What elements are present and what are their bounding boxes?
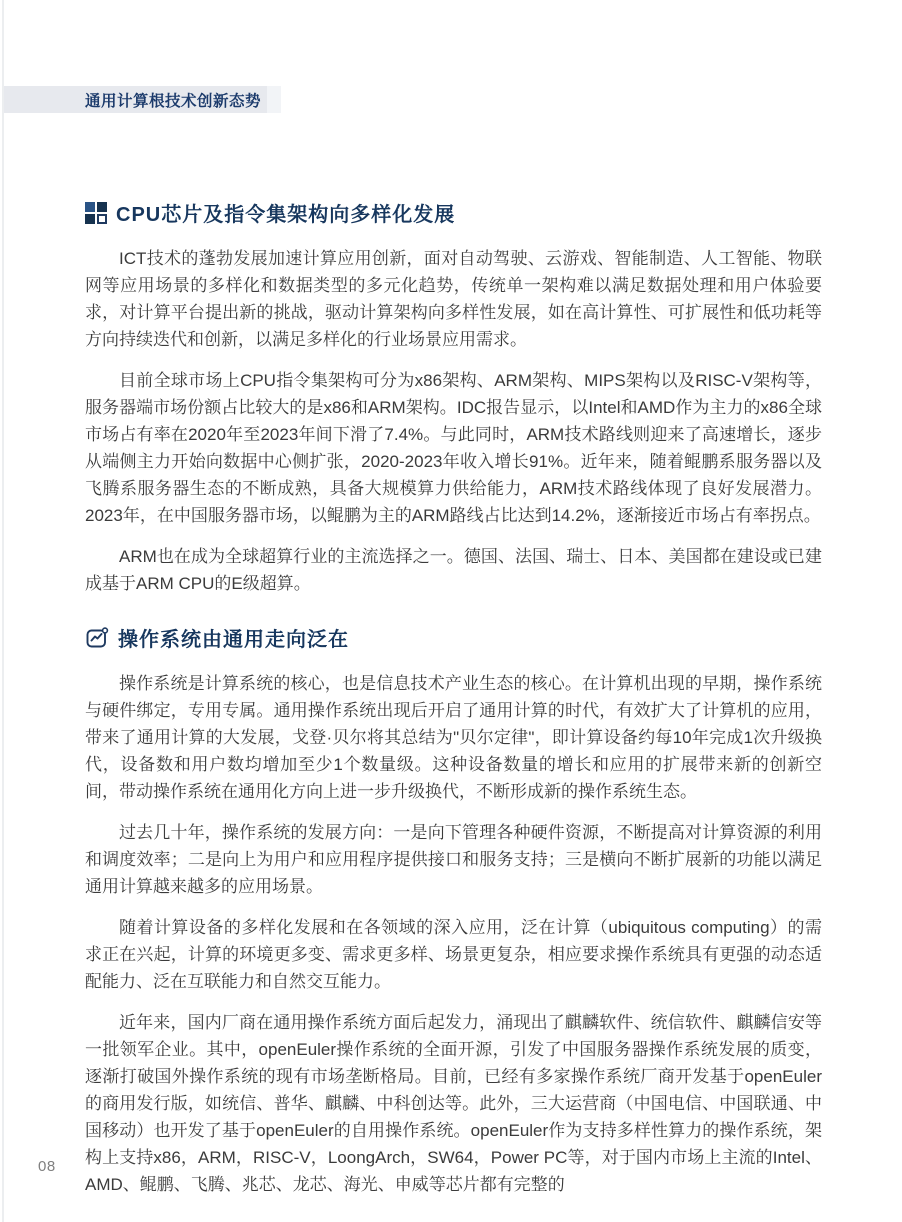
grid-squares-icon xyxy=(85,202,107,224)
paragraph: ICT技术的蓬勃发展加速计算应用创新，面对自动驾驶、云游戏、智能制造、人工智能、物联网等应用场景的多样化和数据类型的多元化趋势，传统单一架构难以满足数据处理和用户体验要求，对计算平台提出新的挑战，驱动计算架构向多样性发展，如在高计算性、可扩展性和低功耗等方向持续迭代和创新，以满足多样化的行业场景应用需求。 xyxy=(85,249,822,349)
paragraph: 随着计算设备的多样化发展和在各领域的深入应用，泛在计算（ubiquitous computing）的需求正在兴起，计算的环境更多变、需求更多样、场景更复杂，相应要求操作系统具有更强的动态适配能力、泛在互联能力和自然交互能力。 xyxy=(85,918,822,991)
paragraph: 过去几十年，操作系统的发展方向：一是向下管理各种硬件资源，不断提高对计算资源的利用和调度效率；二是向上为用户和应用程序提供接口和服务支持；三是横向不断扩展新的功能以满足通用计算越来越多的应用场景。 xyxy=(85,823,822,896)
paragraph: 近年来，国内厂商在通用操作系统方面后起发力，涌现出了麒麟软件、统信软件、麒麟信安等一批领军企业。其中，openEuler操作系统的全面开源，引发了中国服务器操作系统发展的质变，逐渐打破国外操作系统的现有市场垄断格局。目前，已经有多家操作系统厂商开发基于openEuler的商用发行版，如统信、普华、麒麟、中科创达等。此外，三大运营商（中国电信、中国联通、中国移动）也开发了基于openEuler的自用操作系统。openEuler作为支持多样性算力的操作系统，架构上支持x86，ARM，RISC-V，LoongArch，SW64，Power PC等，对于国内市场上主流的Intel、AMD、鲲鹏、飞腾、兆芯、龙芯、海光、申威等芯片都有完整的 xyxy=(85,1013,822,1194)
section-2-heading xyxy=(85,623,822,652)
section-1-title: CPU芯片及指令集架构向多样化发展 xyxy=(116,204,456,226)
running-header xyxy=(4,86,281,113)
page-content xyxy=(85,198,822,1212)
paragraph: ARM也在成为全球超算行业的主流选择之一。德国、法国、瑞士、日本、美国都在建设或已建成基于ARM CPU的E级超算。 xyxy=(85,547,822,593)
running-header-bar-tail xyxy=(267,86,281,113)
section-2-title: 操作系统由通用走向泛在 xyxy=(118,629,349,651)
trend-chart-icon xyxy=(85,626,109,650)
page-left-edge xyxy=(2,0,4,1222)
page-number: 08 xyxy=(38,1158,56,1175)
section-operating-systems xyxy=(85,623,822,1198)
paragraph: 操作系统是计算系统的核心，也是信息技术产业生态的核心。在计算机出现的早期，操作系统与硬件绑定，专用专属。通用操作系统出现后开启了通用计算的时代，有效扩大了计算机的应用，带来了通用计算的大发展，戈登·贝尔将其总结为"贝尔定律"，即计算设备约每10年完成1次升级换代，设备数和用户数均增加至少1个数量级。这种设备数量的增长和应用的扩展带来新的创新空间，带动操作系统在通用化方向上进一步升级换代，不断形成新的操作系统生态。 xyxy=(85,674,822,801)
paragraph: 目前全球市场上CPU指令集架构可分为x86架构、ARM架构、MIPS架构以及RISC-V架构等，服务器端市场份额占比较大的是x86和ARM架构。IDC报告显示，以Intel和AMD作为主力的x86全球市场占有率在2020年至2023年间下滑了7.4%。与此同时，ARM技术路线则迎来了高速增长，逐步从端侧主力开始向数据中心侧扩张，2020-2023年收入增长91%。近年来，随着鲲鹏系服务器以及飞腾系服务器生态的不断成熟，具备大规模算力供给能力，ARM技术路线体现了良好发展潜力。2023年，在中国服务器市场，以鲲鹏为主的ARM路线占比达到14.2%，逐渐接近市场占有率拐点。 xyxy=(85,371,822,525)
section-cpu-architectures xyxy=(85,198,822,597)
section-1-heading xyxy=(85,198,822,227)
running-header-bar xyxy=(4,86,267,113)
running-header-title: 通用计算根技术创新态势 xyxy=(84,92,261,110)
